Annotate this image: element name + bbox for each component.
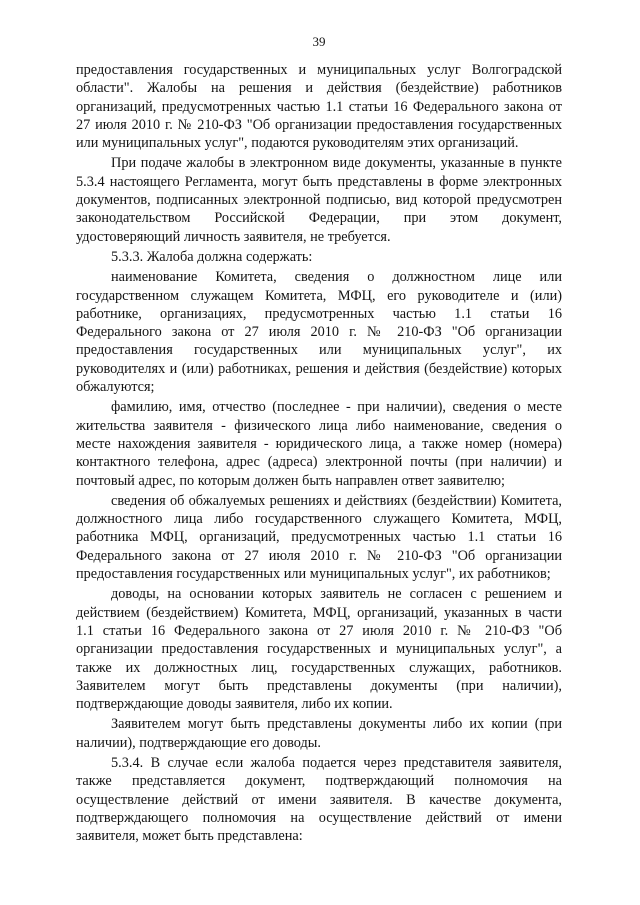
section-heading-5-3-3: 5.3.3. Жалоба должна содержать:	[111, 248, 313, 265]
list-item-appealed-decisions: сведения об обжалуемых решениях и действиях (бездействии) Комитета, должностного лица либо государственного служащего Комитета, МФЦ, работника МФЦ, организаций, предусмотренных частью 1.1 статьи 16 Федерального закона от 27 июля 2010 г. № 210-ФЗ "Об организации предоставления государственных или муниципальных услуг", их работников;	[76, 492, 562, 583]
list-item-applicant-details: фамилию, имя, отчество (последнее - при наличии), сведения о месте жительства заявителя - физического лица либо наименование, сведения о месте нахождения заявителя - юридического лица, а также номер (номера) контактного телефона, адрес (адреса) электронной почты (при наличии) и почтовый адрес, по которым должен быть направлен ответ заявителю;	[76, 399, 562, 489]
paragraph-electronic-complaint: При подаче жалобы в электронном виде документы, указанные в пункте 5.3.4 настоящего Регламента, могут быть представлены в форме электронных документов, подписанных электронной подписью, вид которой предусмотрен законодательством Российской Федерации, при этом документ, удостоверяющий личность заявителя, не требуется.	[76, 155, 562, 245]
paragraph-supporting-documents: Заявителем могут быть представлены документы либо их копии (при наличии), подтверждающие его доводы.	[76, 716, 562, 751]
list-item-arguments: доводы, на основании которых заявитель не согласен с решением и действием (бездействием) Комитета, МФЦ, организаций, указанных в части 1.1 статьи 16 Федерального закона от 27 июля 2010 г. № 210-ФЗ "Об организации предоставления государственных и муниципальных услуг", а также их должностных лиц, государственных служащих, работников. Заявителем могут быть представлены документы (при наличии), подтверждающие доводы заявителя, либо их копии.	[76, 586, 562, 713]
page-number: 39	[312, 34, 326, 49]
section-5-3-4: 5.3.4. В случае если жалоба подается через представителя заявителя, также представляется документ, подтверждающий полномочия на осуществление действий от имени заявителя. В качестве документа, подтверждающего полномочия на осуществление действий от имени заявителя, может быть представлена:	[76, 754, 562, 845]
paragraph-continuation: предоставления государственных и муниципальных услуг Волгоградской области". Жалобы на решения и действия (бездействие) работников организаций, предусмотренных частью 1.1 статьи 16 Федерального закона от 27 июля 2010 г. № 210-ФЗ "Об организации предоставления государственных или муниципальных услуг", подаются руководителям этих организаций.	[76, 62, 562, 152]
list-item-committee-name: наименование Комитета, сведения о должностном лице или государственном служащем Комитета, МФЦ, его руководителе и (или) работнике, организациях, предусмотренных частью 1.1 статьи 16 Федерального закона от 27 июля 2010 г. № 210-ФЗ "Об организации предоставления государственных или муниципальных услуг", их руководителях и (или) работниках, решения и действия (бездействие) которых обжалуются;	[76, 269, 562, 396]
